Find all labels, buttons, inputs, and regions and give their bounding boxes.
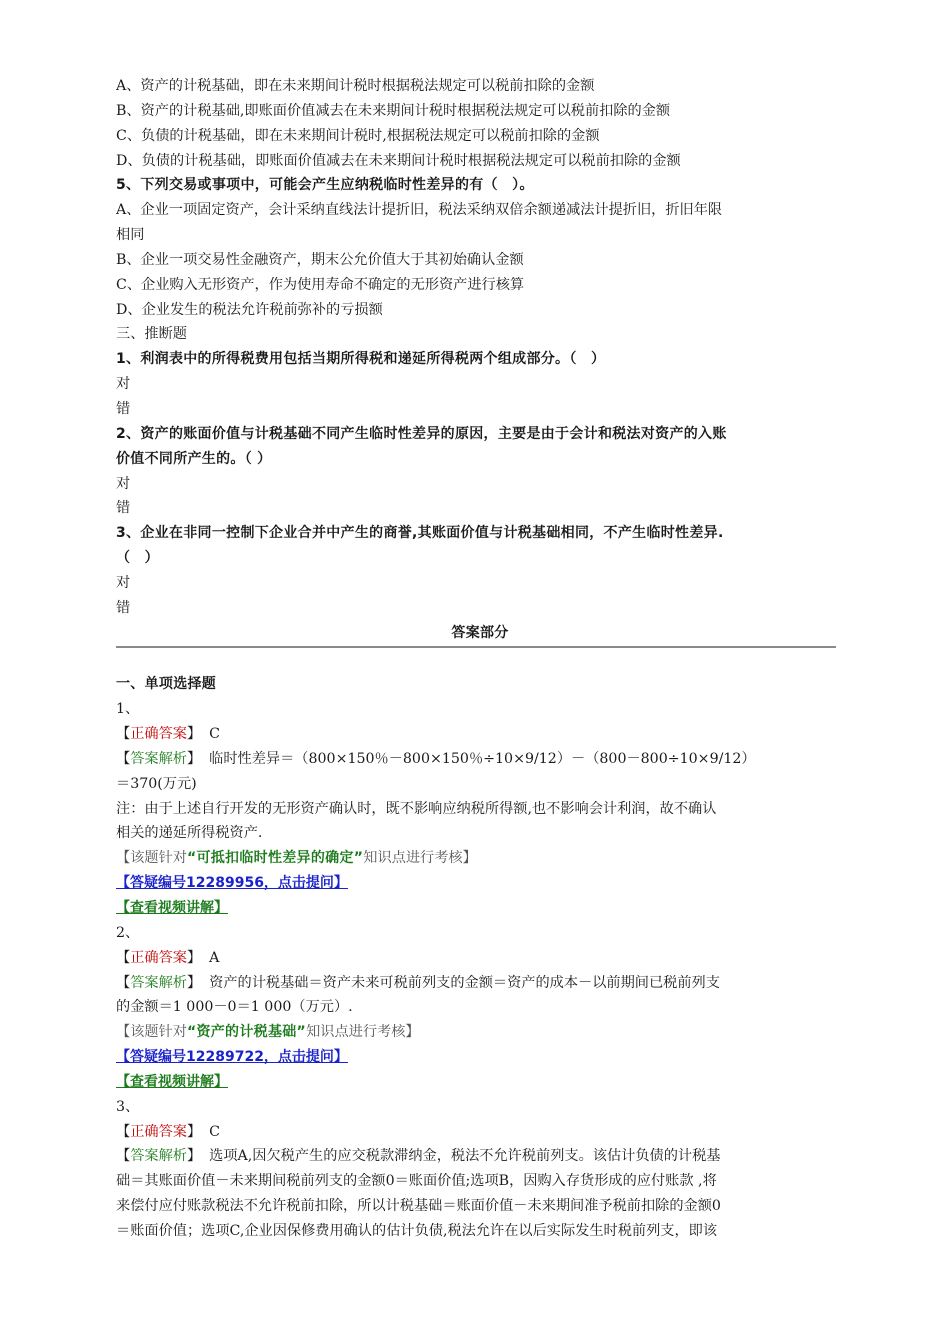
q4-option-d: D、负债的计税基础，即账面价值减去在未来期间计税时根据税法规定可以税前扣除的金额: [116, 152, 681, 169]
judge-3-false-option[interactable]: 错: [116, 599, 131, 616]
correct-answer-value: A: [209, 949, 220, 966]
q4-option-b: B、资产的计税基础,即账面价值减去在未来期间计税时根据税法规定可以税前扣除的金额: [116, 102, 671, 119]
answer-1-analysis: 【答案解析】 临时性差异＝（800×150％－800×150％÷10×9/12）－（800－800÷10×9/12）: [116, 750, 756, 767]
answer-3-correct: 【正确答案】 C: [116, 1123, 221, 1140]
correct-answer-value: C: [209, 1123, 221, 1140]
judge-3-stem-line1: 3、企业在非同一控制下企业合并中产生的商誉,其账面价值与计税基础相同，不产生临时性差异.: [116, 525, 724, 542]
answer-2-correct: 【正确答案】 A: [116, 949, 220, 966]
judge-1-true-option[interactable]: 对: [116, 376, 131, 393]
judge-3-stem-line2: （ ）: [116, 550, 159, 567]
answer-1-analysis-line2: ＝370(万元): [116, 775, 197, 792]
analysis-label: 答案解析: [130, 974, 187, 991]
q4-option-a: A、资产的计税基础，即在未来期间计税时根据税法规定可以税前扣除的金额: [116, 78, 595, 94]
correct-answer-label: 正确答案: [130, 949, 187, 966]
judge-2-false-option[interactable]: 错: [116, 500, 131, 517]
q5-option-a-line2: 相同: [116, 227, 145, 244]
answer-3-number: 3、: [116, 1098, 140, 1115]
judge-2-true-option[interactable]: 对: [116, 475, 131, 492]
answer-section-header: 答案部分: [451, 624, 509, 641]
judge-2-stem-line2: 价值不同所产生的。（ ）: [116, 450, 272, 467]
answer-1-analysis-line4: 相关的递延所得税资产.: [116, 825, 263, 842]
answer-3-analysis-line2: 础＝其账面价值－未来期间税前列支的金额0＝账面价值;选项B，因购入存货形成的应付账款 ,将: [116, 1173, 717, 1190]
correct-answer-value: C: [209, 726, 221, 743]
judge-1-false-option[interactable]: 错: [116, 400, 131, 417]
answer-1-knowledge-point: 【该题针对“可抵扣临时性差异的确定”知识点进行考核】: [116, 850, 477, 867]
answer-2-analysis-line2: 的金额＝1 000－0＝1 000（万元）.: [116, 999, 353, 1016]
answer-1-ask-question-link[interactable]: 【答疑编号12289956，点击提问】: [116, 875, 348, 892]
judge-2-stem-line1: 2、资产的账面价值与计税基础不同产生临时性差异的原因，主要是由于会计和税法对资产的入账: [116, 425, 727, 442]
answer-2-number: 2、: [116, 924, 140, 941]
knowledge-point-name: “可抵扣临时性差异的确定”: [186, 850, 364, 867]
judge-3-true-option[interactable]: 对: [116, 574, 131, 591]
header-divider: [116, 646, 836, 648]
answer-3-analysis-line4: ＝账面价值；选项C,企业因保修费用确认的估计负债,税法允许在以后实际发生时税前列支，即该: [116, 1222, 718, 1239]
answer-3-analysis: 【答案解析】 选项A,因欠税产生的应交税款滞纳金，税法不允许税前列支。该估计负债的计税基: [116, 1148, 721, 1165]
answer-1-correct: 【正确答案】 C: [116, 726, 221, 743]
correct-answer-label: 正确答案: [130, 726, 187, 743]
q5-option-a-line1: A、企业一项固定资产，会计采纳直线法计提折旧，税法采纳双倍余额递减法计提折旧，折旧年限: [116, 202, 723, 219]
q5-stem: 5、下列交易或事项中，可能会产生应纳税临时性差异的有（ ）。: [116, 177, 534, 194]
correct-answer-label: 正确答案: [130, 1123, 187, 1140]
judge-1-stem: 1、利润表中的所得税费用包括当期所得税和递延所得税两个组成部分。（ ）: [116, 351, 606, 368]
q5-option-c: C、企业购入无形资产，作为使用寿命不确定的无形资产进行核算: [116, 276, 525, 293]
answer-1-video-link[interactable]: 【查看视频讲解】: [116, 900, 228, 916]
section-3-title: 三、推断题: [116, 326, 187, 343]
answer-2-video-link[interactable]: 【查看视频讲解】: [116, 1073, 228, 1090]
analysis-label: 答案解析: [130, 750, 187, 767]
answer-2-ask-question-link[interactable]: 【答疑编号12289722，点击提问】: [116, 1049, 348, 1066]
document-page: [116, 74, 836, 1244]
knowledge-point-name: “资产的计税基础”: [186, 1024, 307, 1041]
answer-1-number: 1、: [116, 701, 140, 718]
analysis-label: 答案解析: [130, 1148, 187, 1165]
section-1-title: 一、单项选择题: [116, 676, 217, 693]
q5-option-d: D、企业发生的税法允许税前弥补的亏损额: [116, 301, 383, 318]
analysis-text: 资产的计税基础＝资产未来可税前列支的金额＝资产的成本－以前期间已税前列支: [209, 974, 720, 991]
answer-2-knowledge-point: 【该题针对“资产的计税基础”知识点进行考核】: [116, 1024, 420, 1041]
answer-1-analysis-line3: 注：由于上述自行开发的无形资产确认时，既不影响应纳税所得额,也不影响会计利润，故不确认: [116, 800, 717, 817]
answer-2-analysis: 【答案解析】 资产的计税基础＝资产未来可税前列支的金额＝资产的成本－以前期间已税前列支: [116, 974, 720, 991]
q5-option-b: B、企业一项交易性金融资产，期末公允价值大于其初始确认金额: [116, 251, 524, 268]
answer-3-analysis-line3: 来偿付应付账款税法不允许税前扣除，所以计税基础＝账面价值－未来期间准予税前扣除的金额0: [116, 1198, 721, 1215]
analysis-text: 选项A,因欠税产生的应交税款滞纳金，税法不允许税前列支。该估计负债的计税基: [209, 1148, 721, 1165]
q4-option-c: C、负债的计税基础，即在未来期间计税时,根据税法规定可以税前扣除的金额: [116, 127, 600, 144]
analysis-text: 临时性差异＝（800×150％－800×150％÷10×9/12）－（800－800÷10×9/12）: [209, 750, 756, 767]
